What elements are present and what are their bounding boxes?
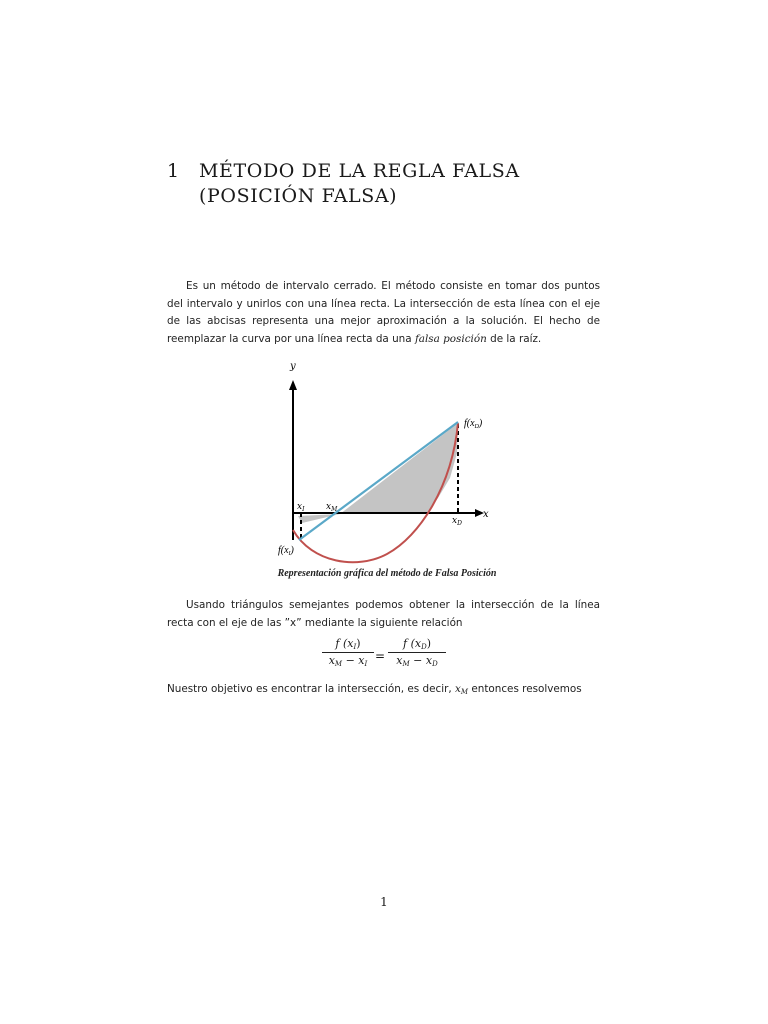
y-axis-arrow: [289, 380, 297, 390]
section-number: 1: [167, 160, 180, 182]
false-position-diagram: [262, 358, 512, 568]
objective-text: Nuestro objetivo es encontrar la intersección, es decir,: [167, 683, 455, 695]
label-xI: $x_I$: [297, 502, 305, 513]
label-fxD: $f(x_D)$: [464, 418, 483, 430]
left-fraction: [322, 637, 374, 668]
x-axis-label: x: [483, 509, 489, 520]
false-position-figure: [262, 358, 512, 568]
similar-triangles-equation: [322, 637, 446, 677]
objective-variable: $x_M$: [455, 683, 469, 696]
left-denominator: $x_M - x_I$: [322, 652, 374, 668]
objective-text-end: entonces resolvemos: [468, 683, 582, 695]
intro-italic-term: falsa posición: [414, 332, 487, 345]
right-fraction: [388, 637, 446, 668]
page-number: 1: [380, 895, 388, 909]
section-title: MÉTODO DE LA REGLA FALSA (POSICIÓN FALSA): [199, 160, 520, 207]
intro-text: Es un método de intervalo cerrado. El método consiste en tomar dos puntos del intervalo y unirlos con una línea recta. La intersección de esta línea con el eje de las abcisas representa una mejor aproximación a la solución. El hecho de reemplazar la curva por una línea recta da una: [167, 280, 600, 345]
objective-paragraph: [167, 681, 600, 702]
triangles-paragraph: [167, 597, 600, 632]
intro-text-end: de la raíz.: [486, 332, 542, 345]
triangles-text: Usando triángulos semejantes podemos obtener la intersección de la línea recta con el eje de las ”x” mediante la siguiente relación: [167, 599, 600, 629]
label-xM: $x_M$: [326, 502, 338, 513]
equals-sign: =: [375, 649, 386, 663]
left-numerator: f $(x_I)$: [335, 637, 361, 651]
right-denominator: $x_M - x_D$: [388, 652, 446, 668]
shaded-region-right: [340, 423, 458, 514]
label-fxI: $f(x_I)$: [278, 545, 294, 557]
label-xD: $x_D$: [452, 516, 462, 527]
figure-caption: Representación gráfica del método de Falsa Posición: [277, 568, 497, 579]
intro-paragraph: [167, 278, 600, 348]
right-numerator: f $(x_D)$: [403, 637, 431, 651]
y-axis-label: y: [290, 361, 296, 372]
